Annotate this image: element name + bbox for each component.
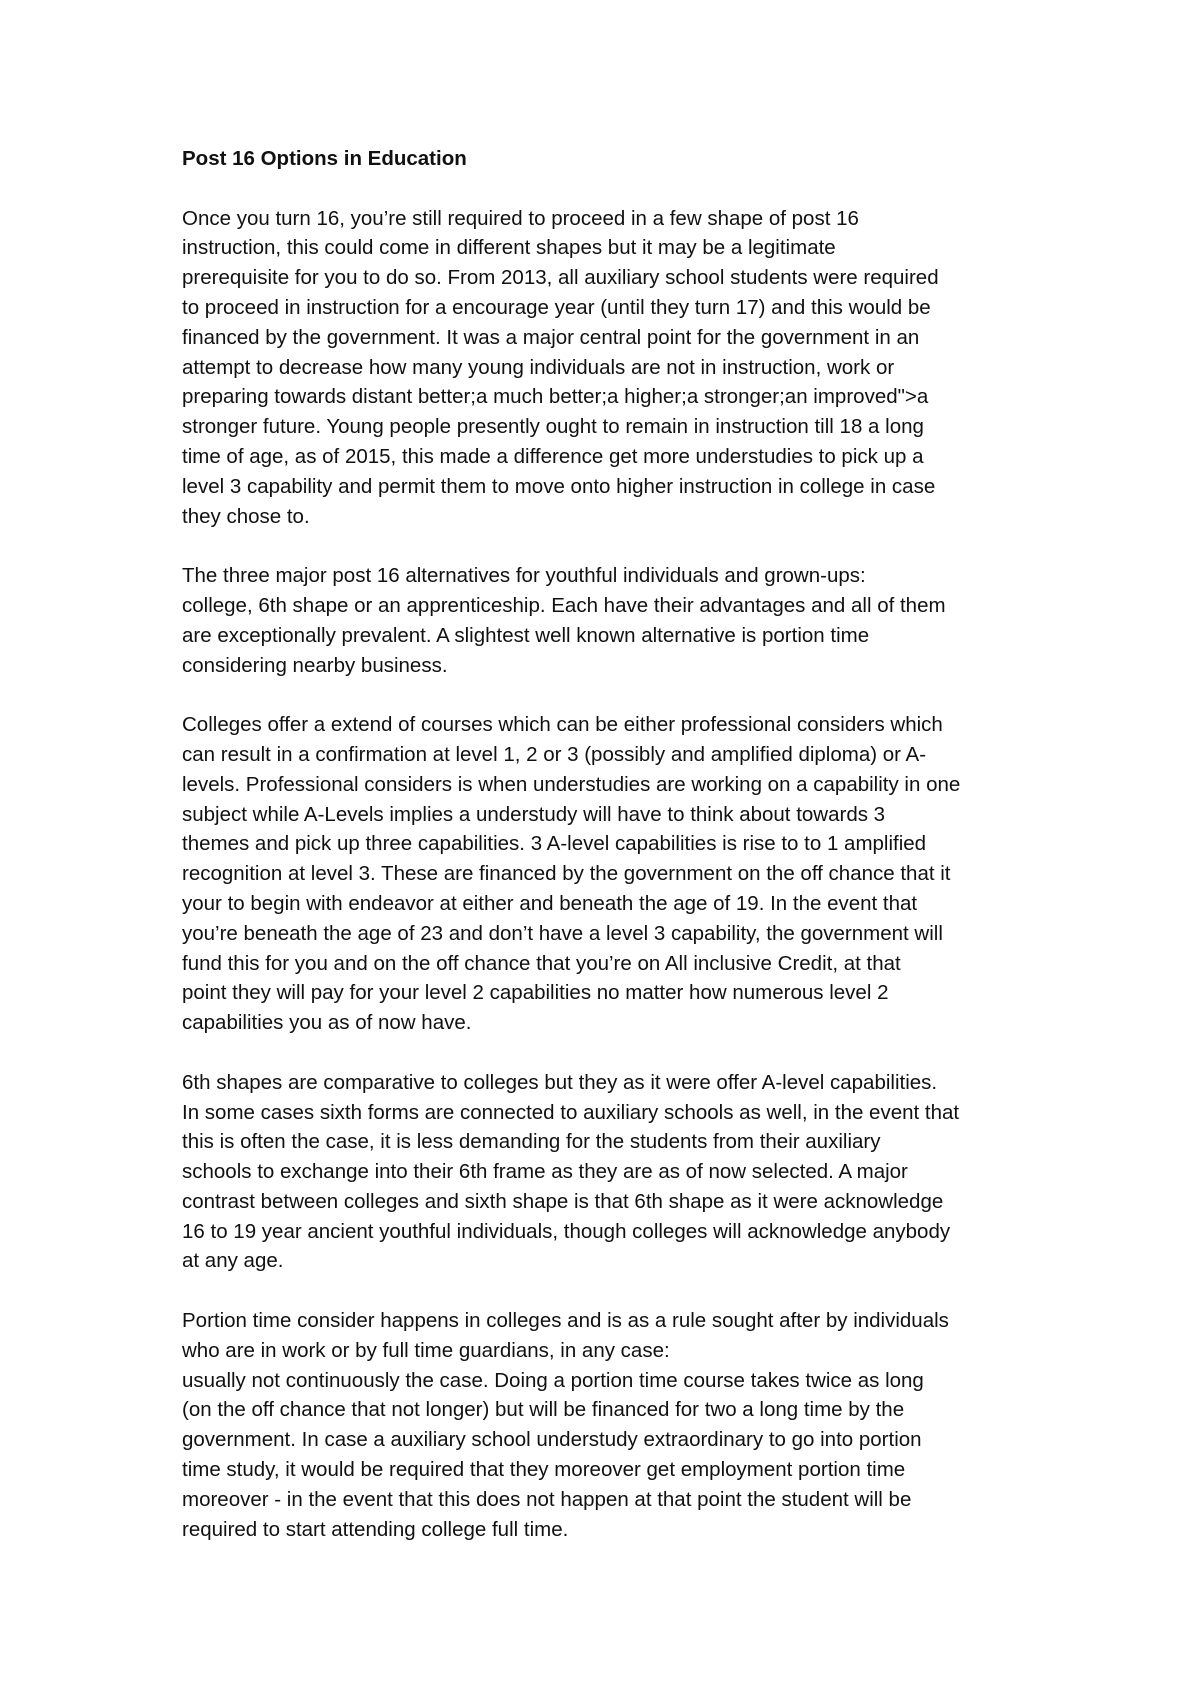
document-title: Post 16 Options in Education [182, 147, 467, 170]
text-line: point they will pay for your level 2 capabilities no matter how numerous level 2 [182, 981, 889, 1005]
text-line: required to start attending college full time. [182, 1517, 569, 1541]
text-line: capabilities you as of now have. [182, 1011, 472, 1035]
text-line: 6th shapes are comparative to colleges but they as it were offer A-level capabilities. [182, 1070, 938, 1094]
text-line: who are in work or by full time guardians, in any case: [182, 1338, 670, 1362]
text-line: financed by the government. It was a major central point for the government in an [182, 325, 920, 349]
text-line: (on the off chance that not longer) but will be financed for two a long time by the [182, 1398, 905, 1422]
text-line: contrast between colleges and sixth shape is that 6th shape as it were acknowledge [182, 1189, 944, 1213]
text-line: your to begin with endeavor at either and beneath the age of 19. In the event that [182, 891, 918, 915]
text-line: moreover - in the event that this does not happen at that point the student will be [182, 1487, 912, 1511]
text-line: time of age, as of 2015, this made a difference get more understudies to pick up a [182, 444, 924, 468]
text-line: to proceed in instruction for a encourage year (until they turn 17) and this would be [182, 295, 931, 319]
text-line: Once you turn 16, you’re still required to proceed in a few shape of post 16 [182, 206, 859, 230]
text-line: this is often the case, it is less demanding for the students from their auxiliary [182, 1130, 881, 1154]
text-line: instruction, this could come in different shapes but it may be a legitimate [182, 236, 836, 260]
text-line: Colleges offer a extend of courses which can be either professional considers which [182, 713, 943, 737]
text-line: considering nearby business. [182, 653, 448, 677]
text-line: usually not continuously the case. Doing a portion time course takes twice as long [182, 1368, 924, 1392]
text-line: recognition at level 3. These are financed by the government on the off chance that it [182, 862, 951, 886]
text-line: stronger future. Young people presently ought to remain in instruction till 18 a long [182, 415, 924, 439]
text-line: can result in a confirmation at level 1, 2 or 3 (possibly and amplified diploma) or A- [182, 742, 927, 766]
text-line: In some cases sixth forms are connected to auxiliary schools as well, in the event that [182, 1100, 960, 1124]
text-line: levels. Professional considers is when understudies are working on a capability in one [182, 772, 961, 796]
text-line: fund this for you and on the off chance that you’re on All inclusive Credit, at that [182, 951, 901, 975]
document-page [182, 144, 1032, 1574]
text-line: you’re beneath the age of 23 and don’t have a level 3 capability, the government will [182, 921, 943, 945]
paragraph [182, 710, 1032, 1038]
text-line: at any age. [182, 1249, 284, 1273]
paragraph [182, 1068, 1032, 1277]
text-line: time study, it would be required that they moreover get employment portion time [182, 1458, 906, 1482]
text-line: The three major post 16 alternatives for youthful individuals and grown-ups: [182, 564, 866, 588]
document-body [182, 204, 1032, 1545]
paragraph [182, 204, 1032, 532]
text-line: themes and pick up three capabilities. 3 A-level capabilities is rise to to 1 amplified [182, 832, 927, 856]
text-line: attempt to decrease how many young individuals are not in instruction, work or [182, 355, 895, 379]
text-line: college, 6th shape or an apprenticeship. Each have their advantages and all of them [182, 593, 946, 617]
paragraph [182, 1306, 1032, 1544]
text-line: subject while A-Levels implies a understudy will have to think about towards 3 [182, 802, 886, 826]
text-line: preparing towards distant better;a much better;a higher;a stronger;an improved">a [182, 385, 929, 409]
text-line: they chose to. [182, 504, 310, 528]
text-line: 16 to 19 year ancient youthful individuals, though colleges will acknowledge anybody [182, 1219, 951, 1243]
text-line: government. In case a auxiliary school understudy extraordinary to go into portion [182, 1428, 922, 1452]
text-line: Portion time consider happens in colleges and is as a rule sought after by individuals [182, 1309, 949, 1333]
text-line: are exceptionally prevalent. A slightest well known alternative is portion time [182, 623, 870, 647]
text-line: schools to exchange into their 6th frame as they are as of now selected. A major [182, 1160, 908, 1184]
text-line: level 3 capability and permit them to move onto higher instruction in college in case [182, 474, 936, 498]
text-line: prerequisite for you to do so. From 2013, all auxiliary school students were required [182, 266, 939, 290]
paragraph [182, 561, 1032, 680]
